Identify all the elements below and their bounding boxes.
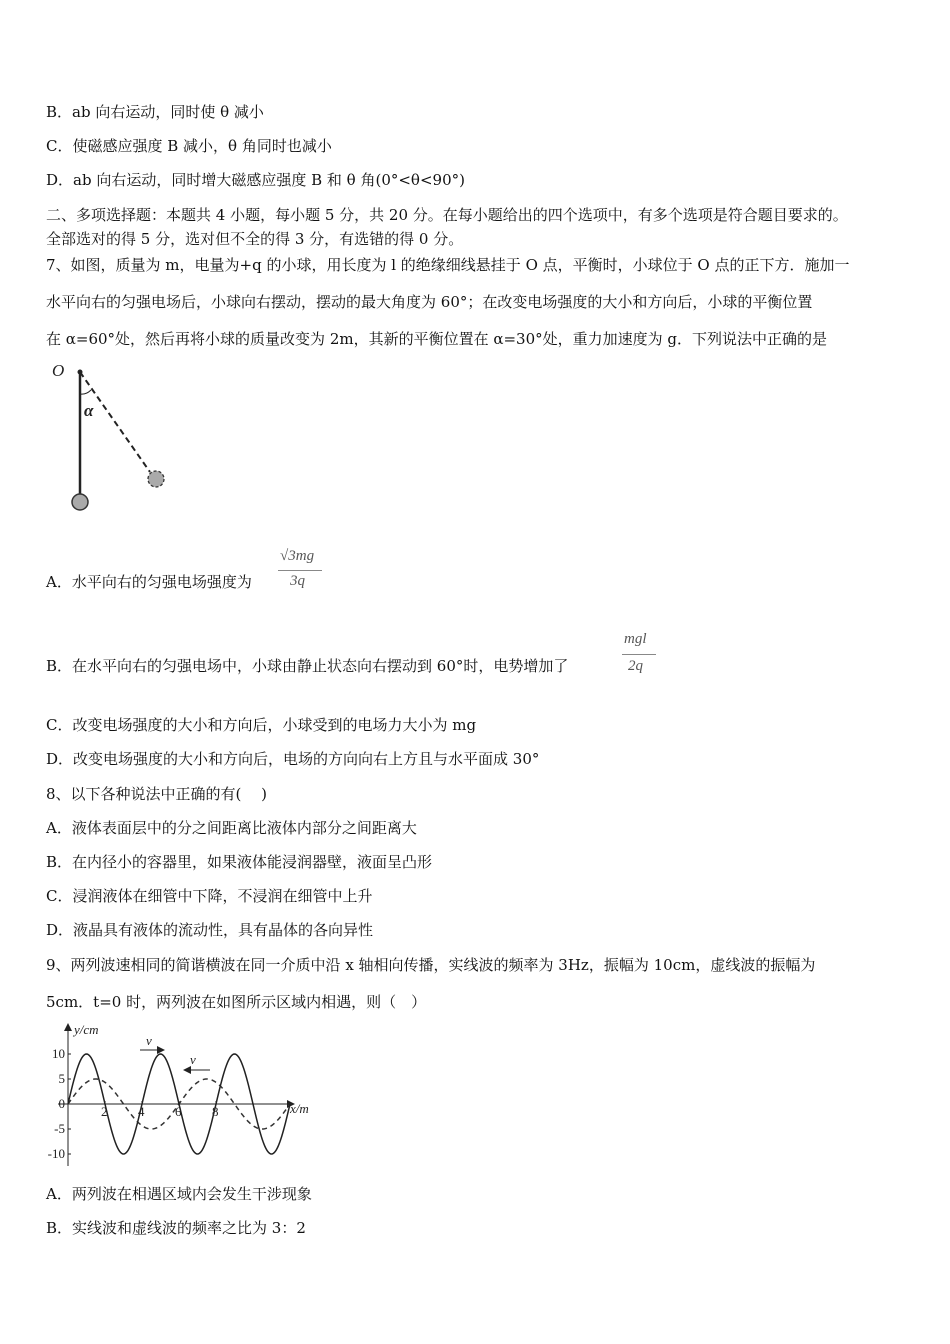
angle-arc <box>80 390 91 394</box>
section2-line2: 全部选对的得 5 分，选对但不全的得 3 分，有选错的得 0 分。 <box>46 230 464 248</box>
y-tick-label: 10 <box>52 1046 65 1061</box>
q7-option-d: D．改变电场强度的大小和方向后，电场的方向向右上方且与水平面成 30° <box>46 750 540 768</box>
q7-option-a-denominator: 3q <box>290 573 305 589</box>
point-o-label: O <box>52 361 65 380</box>
x-tick-label: 6 <box>175 1104 182 1119</box>
q7-stem-line2: 水平向右的匀强电场后，小球向右摆动，摆动的最大角度为 60°；在改变电场强度的大小和方向后，小球的平衡位置 <box>46 293 813 311</box>
q7-option-b-fraction-bar <box>622 654 656 655</box>
q8-option-b: B．在内径小的容器里，如果液体能浸润器壁，液面呈凸形 <box>46 853 433 871</box>
y-tick-label: 5 <box>58 1071 65 1086</box>
q6-option-d: D．ab 向右运动，同时增大磁感应强度 B 和 θ 角(0°<θ<90°) <box>46 171 465 189</box>
q7-stem-line1: 7、如图，质量为 m，电量为+q 的小球，用长度为 l 的绝缘细线悬挂于 O 点，平衡时，小球位于 O 点的正下方．施加一 <box>46 256 850 274</box>
q7-option-b-denominator: 2q <box>628 658 643 674</box>
x-tick-label: 4 <box>138 1104 145 1119</box>
q8-option-d: D．液晶具有液体的流动性，具有晶体的各向异性 <box>46 921 374 939</box>
x-tick-label: 2 <box>101 1104 108 1119</box>
section2-line1: 二、多项选择题：本题共 4 小题，每小题 5 分，共 20 分。在每小题给出的四个选项中，有多个选项是符合题目要求的。 <box>46 206 848 224</box>
velocity-label-right: v <box>146 1033 152 1048</box>
q6-option-c: C．使磁感应强度 B 减小，θ 角同时也减小 <box>46 137 332 155</box>
q8-option-c: C．浸润液体在细管中下降，不浸润在细管中上升 <box>46 887 373 905</box>
y-tick-label: -10 <box>47 1146 65 1161</box>
q9-option-a: A．两列波在相遇区域内会发生干涉现象 <box>46 1185 312 1203</box>
q9-stem-line2: 5cm．t=0 时，两列波在如图所示区域内相遇，则（ ） <box>46 993 427 1011</box>
q7-option-a-fraction-bar <box>278 570 322 571</box>
x-axis-label: x/m <box>290 1101 309 1116</box>
q7-stem-line3: 在 α=60°处，然后再将小球的质量改变为 2m，其新的平衡位置在 α=30°处，重力加速度为 g．下列说法中正确的是 <box>46 330 828 348</box>
q6-option-b: B．ab 向右运动，同时使 θ 减小 <box>46 103 264 121</box>
y-tick-label: 0 <box>58 1096 65 1111</box>
y-tick-label: -5 <box>54 1121 65 1136</box>
q7-option-b: B．在水平向右的匀强电场中，小球由静止状态向右摆动到 60°时，电势增加了 <box>46 657 569 675</box>
velocity-label-left: v <box>190 1052 196 1067</box>
dashed-string <box>80 372 150 472</box>
alpha-label: α <box>84 401 94 420</box>
q7-option-a-numerator: √3mg <box>280 548 315 564</box>
q7-option-a: A．水平向右的匀强电场强度为 <box>46 573 252 591</box>
ball-hanging <box>72 494 88 510</box>
q9-stem-line1: 9、两列波速相同的简谐横波在同一介质中沿 x 轴相向传播，实线波的频率为 3Hz，振幅为 10cm，虚线波的振幅为 <box>46 956 816 974</box>
ball-displaced <box>148 471 164 487</box>
q9-option-b: B．实线波和虚线波的频率之比为 3：2 <box>46 1219 306 1237</box>
pendulum-figure <box>44 358 184 518</box>
q8-stem: 8、以下各种说法中正确的有( ) <box>46 785 268 803</box>
q8-option-a: A．液体表面层中的分之间距离比液体内部分之间距离大 <box>46 819 417 837</box>
x-tick-label: 8 <box>212 1104 219 1119</box>
q7-option-b-numerator: mgl <box>624 631 647 647</box>
y-axis-label: y/cm <box>74 1022 99 1037</box>
wave-chart <box>44 1018 334 1168</box>
q7-option-c: C．改变电场强度的大小和方向后，小球受到的电场力大小为 mg <box>46 716 477 734</box>
